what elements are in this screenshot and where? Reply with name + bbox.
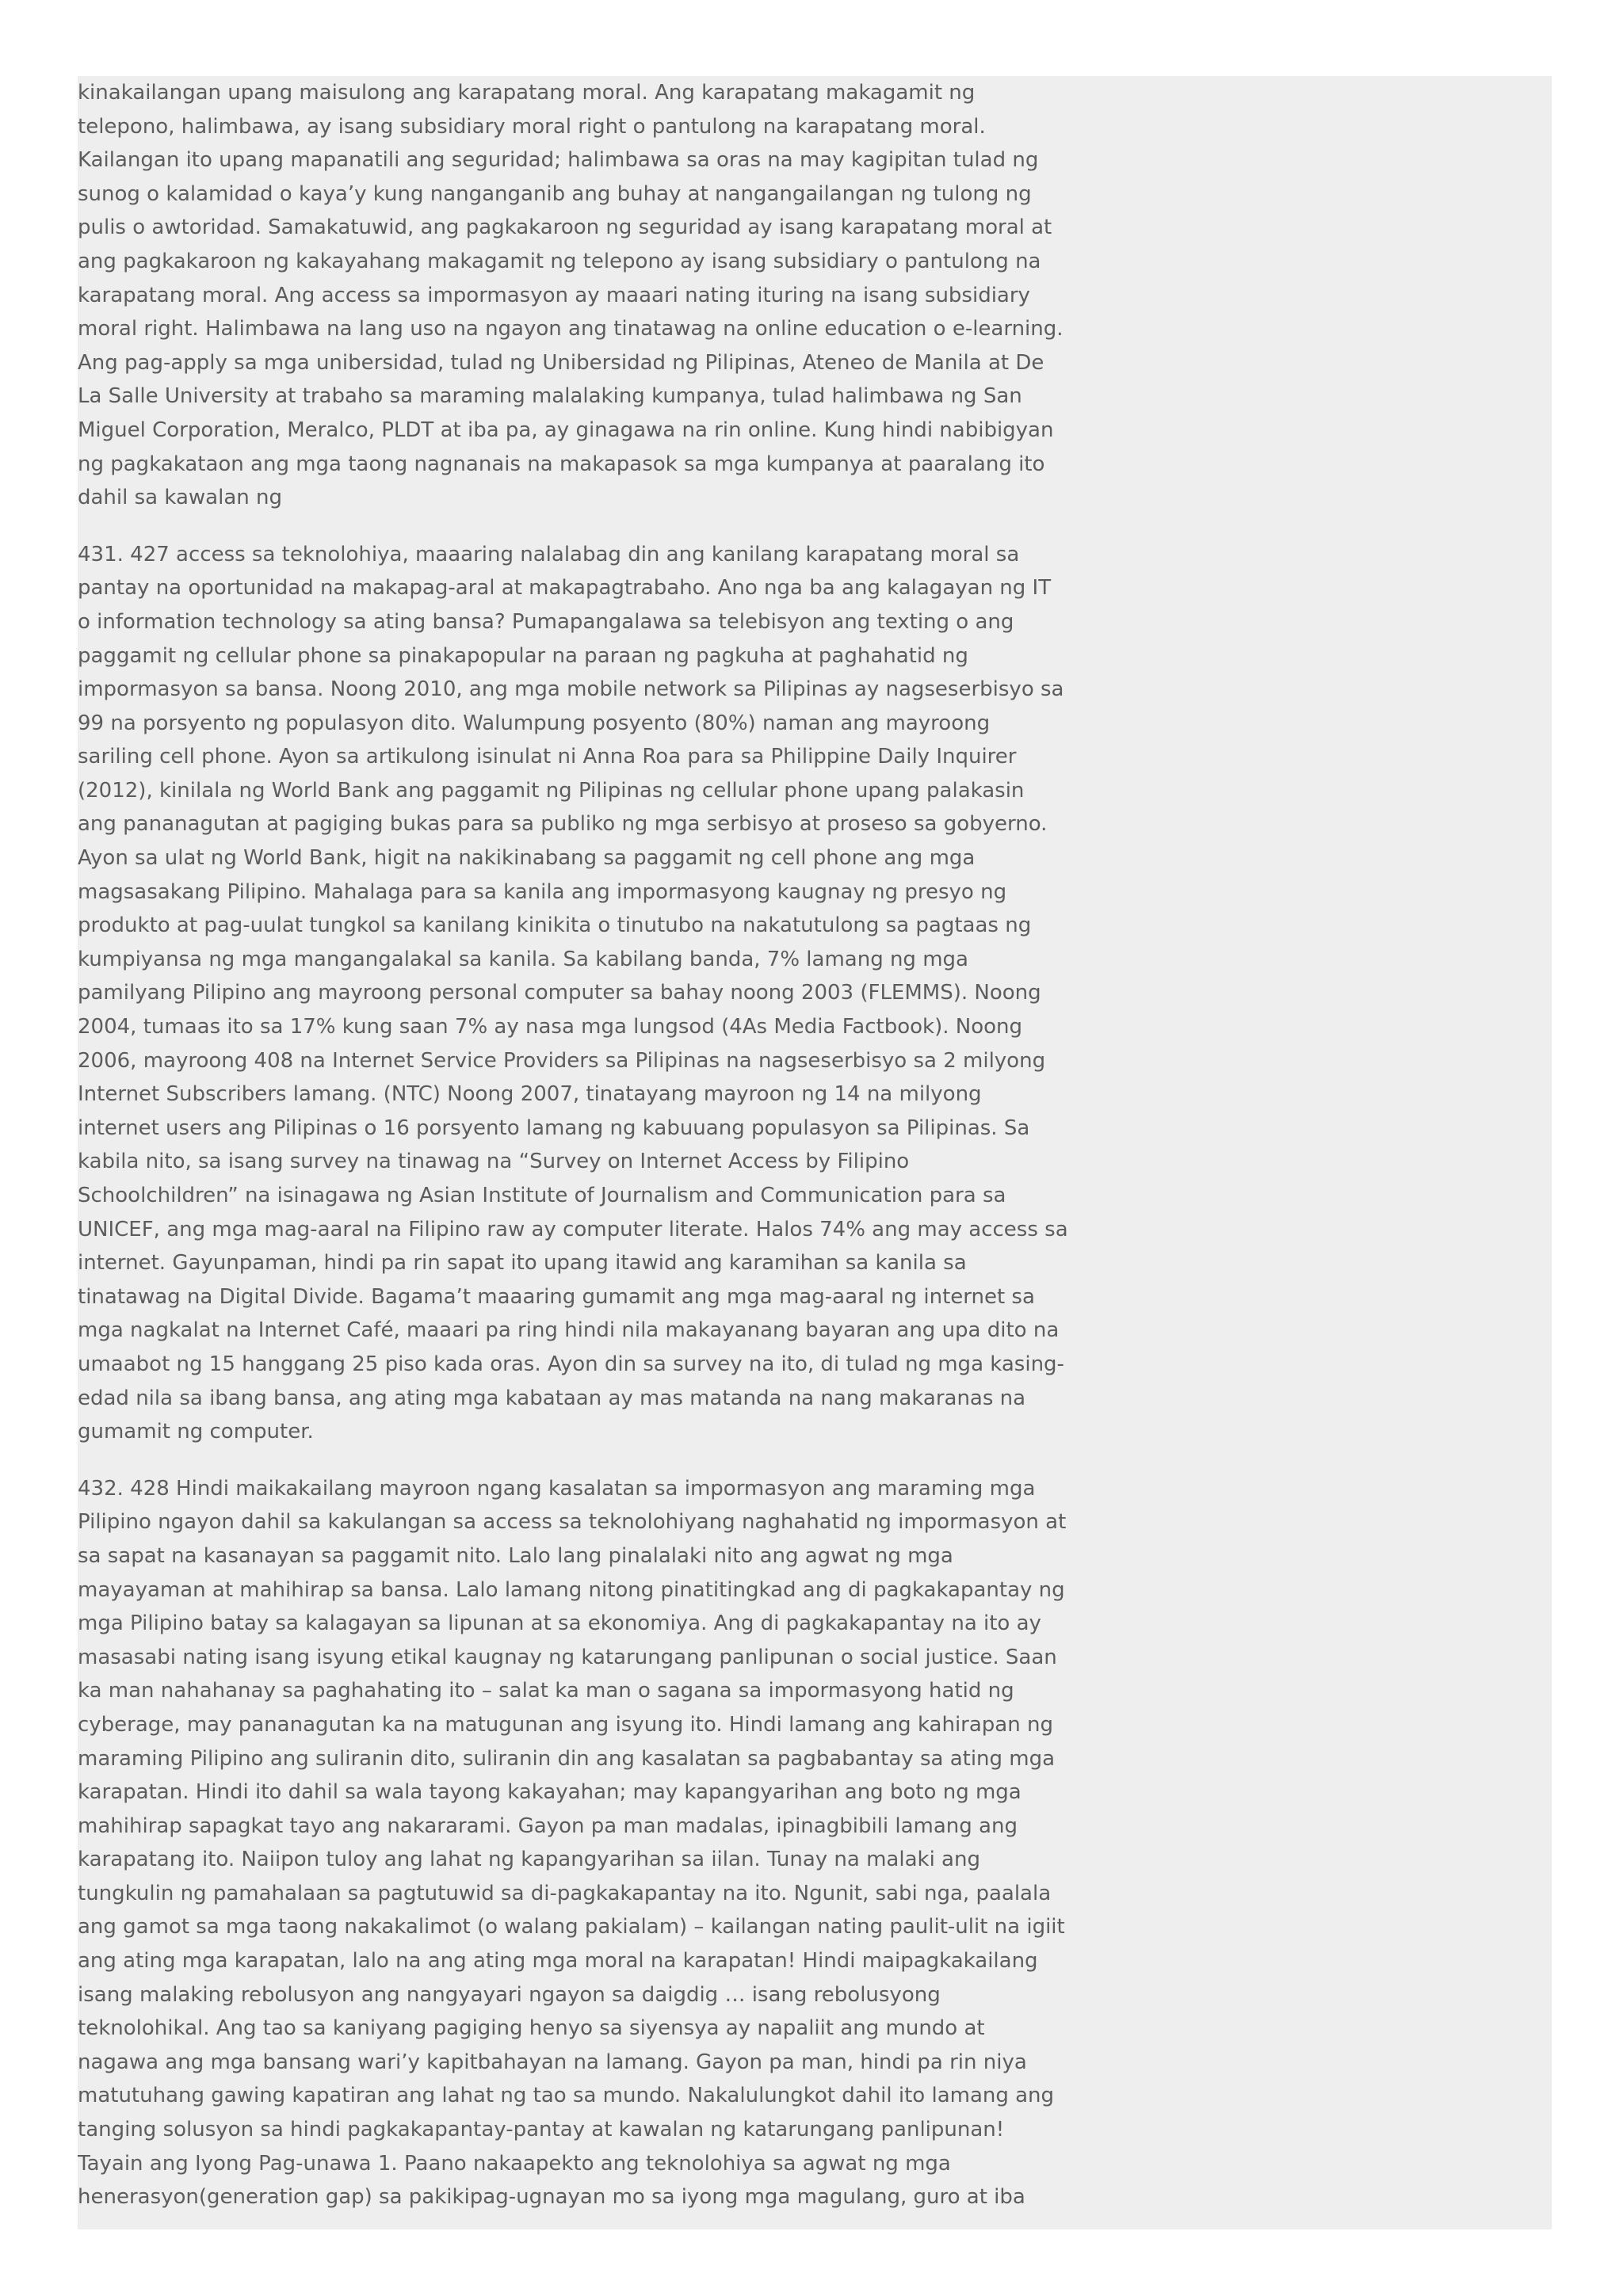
document-page [78, 76, 1552, 2229]
paragraph-431: 431. 427 access sa teknolohiya, maaaring nalalabag din ang kanilang karapatang moral sa pantay na oportunidad na makapag-aral at makapagtrabaho. Ano nga ba ang kalagayan ng IT o information technology sa ating bansa? Pumapangalawa sa telebisyon ang texting o ang paggamit ng cellular phone sa pinakapopular na paraan ng pagkuha at paghahatid ng impormasyon sa bansa. Noong 2010, ang mga mobile network sa Pilipinas ay nagseserbisyo sa 99 na porsyento ng populasyon dito. Walumpung posyento (80%) naman ang mayroong sariling cell phone. Ayon sa artikulong isinulat ni Anna Roa para sa Philippine Daily Inquirer (2012), kinilala ng World Bank ang paggamit ng Pilipinas ng cellular phone upang palakasin ang pananagutan at pagiging bukas para sa publiko ng mga serbisyo at proseso sa gobyerno. Ayon sa ulat ng World Bank, higit na nakikinabang sa paggamit ng cell phone ang mga magsasakang Pilipino. Mahalaga para sa kanila ang impormasyong kaugnay ng presyo ng produkto at pag-uulat tungkol sa kanilang kinikita o tinutubo na nakatutulong sa pagtaas ng kumpiyansa ng mga mangangalakal sa kanila. Sa kabilang banda, 7% lamang ng mga pamilyang Pilipino ang mayroong personal computer sa bahay noong 2003 (FLEMMS). Noong 2004, tumaas ito sa 17% kung saan 7% ay nasa mga lungsod (4As Media Factbook). Noong 2006, mayroong 408 na Internet Service Providers sa Pilipinas na nagseserbisyo sa 2 milyong Internet Subscribers lamang. (NTC) Noong 2007, tinatayang mayroon ng 14 na milyong internet users ang Pilipinas o 16 porsyento lamang ng kabuuang populasyon sa Pilipinas. Sa kabila nito, sa isang survey na tinawag na “Survey on Internet Access by Filipino Schoolchildren” na isinagawa ng Asian Institute of Journalism and Communication para sa UNICEF, ang mga mag-aaral na Filipino raw ay computer literate. Halos 74% ang may access sa internet. Gayunpaman, hindi pa rin sapat ito upang itawid ang karamihan sa kanila sa tinatawag na Digital Divide. Bagama’t maaaring gumamit ang mga mag-aaral ng internet sa mga nagkalat na Internet Café, maaari pa ring hindi nila makayanang bayaran ang upa dito na umaabot ng 15 hanggang 25 piso kada oras. Ayon din sa survey na ito, di tulad ng mga kasing-edad nila sa ibang bansa, ang ating mga kabataan ay mas matanda na nang makaranas na gumamit ng computer. [78, 542, 1068, 1444]
paragraph-432: 432. 428 Hindi maikakailang mayroon ngang kasalatan sa impormasyon ang maraming mga Pilipino ngayon dahil sa kakulangan sa access sa teknolohiyang naghahatid ng impormasyon at sa sapat na kasanayan sa paggamit nito. Lalo lang pinalalaki nito ang agwat ng mga mayayaman at mahihirap sa bansa. Lalo lamang nitong pinatitingkad ang di pagkakapantay ng mga Pilipino batay sa kalagayan sa lipunan at sa ekonomiya. Ang di pagkakapantay na ito ay masasabi nating isang isyung etikal kaugnay ng katarungang panlipunan o social justice. Saan ka man nahahanay sa paghahating ito – salat ka man o sagana sa impormasyong hatid ng cyberage, may pananagutan ka na matugunan ang isyung ito. Hindi lamang ang kahirapan ng maraming Pilipino ang suliranin dito, suliranin din ang kasalatan sa pagbabantay sa ating mga karapatan. Hindi ito dahil sa wala tayong kakayahan; may kapangyarihan ang boto ng mga mahihirap sapagkat tayo ang nakararami. Gayon pa man madalas, ipinagbibili lamang ang karapatang ito. Naiipon tuloy ang lahat ng kapangyarihan sa iilan. Tunay na malaki ang tungkulin ng pamahalaan sa pagtutuwid sa di-pagkakapantay na ito. Ngunit, sabi nga, paalala ang gamot sa mga taong nakakalimot (o walang pakialam) – kailangan nating paulit-ulit na igiit ang ating mga karapatan, lalo na ang ating mga moral na karapatan! Hindi maipagkakailang isang malaking rebolusyon ang nangyayari ngayon sa daigdig … isang rebolusyong teknolohikal. Ang tao sa kaniyang pagiging henyo sa siyensya ay napaliit ang mundo at nagawa ang mga bansang wari’y kapitbahayan na lamang. Gayon pa man, hindi pa rin niya matutuhang gawing kapatiran ang lahat ng tao sa mundo. Nakalulungkot dahil ito lamang ang tanging solusyon sa hindi pagkakapantay-pantay at kawalan ng katarungang panlipunan! Tayain ang Iyong Pag-unawa 1. Paano nakaapekto ang teknolohiya sa agwat ng mga henerasyon(generation gap) sa pakikipag-ugnayan mo sa iyong mga magulang, guro at iba [78, 1476, 1067, 2210]
document-text-column [78, 76, 1068, 2214]
paragraph-continuation: kinakailangan upang maisulong ang karapatang moral. Ang karapatang makagamit ng telepono, halimbawa, ay isang subsidiary moral right o pantulong na karapatang moral. Kailangan ito upang mapanatili ang seguridad; halimbawa sa oras na may kagipitan tulad ng sunog o kalamidad o kaya’y kung nanganganib ang buhay at nangangailangan ng tulong ng pulis o awtoridad. Samakatuwid, ang pagkakaroon ng seguridad ay isang karapatang moral at ang pagkakaroon ng kakayahang makagamit ng telepono ay isang subsidiary o pantulong na karapatang moral. Ang access sa impormasyon ay maaari nating ituring na isang subsidiary moral right. Halimbawa na lang uso na ngayon ang tinatawag na online education o e-learning. Ang pag-apply sa mga unibersidad, tulad ng Unibersidad ng Pilipinas, Ateneo de Manila at De La Salle University at trabaho sa maraming malalaking kumpanya, tulad halimbawa ng San Miguel Corporation, Meralco, PLDT at iba pa, ay ginagawa na rin online. Kung hindi nabibigyan ng pagkakataon ang mga taong nagnanais na makapasok sa mga kumpanya at paaralang ito dahil sa kawalan ng [78, 81, 1064, 510]
